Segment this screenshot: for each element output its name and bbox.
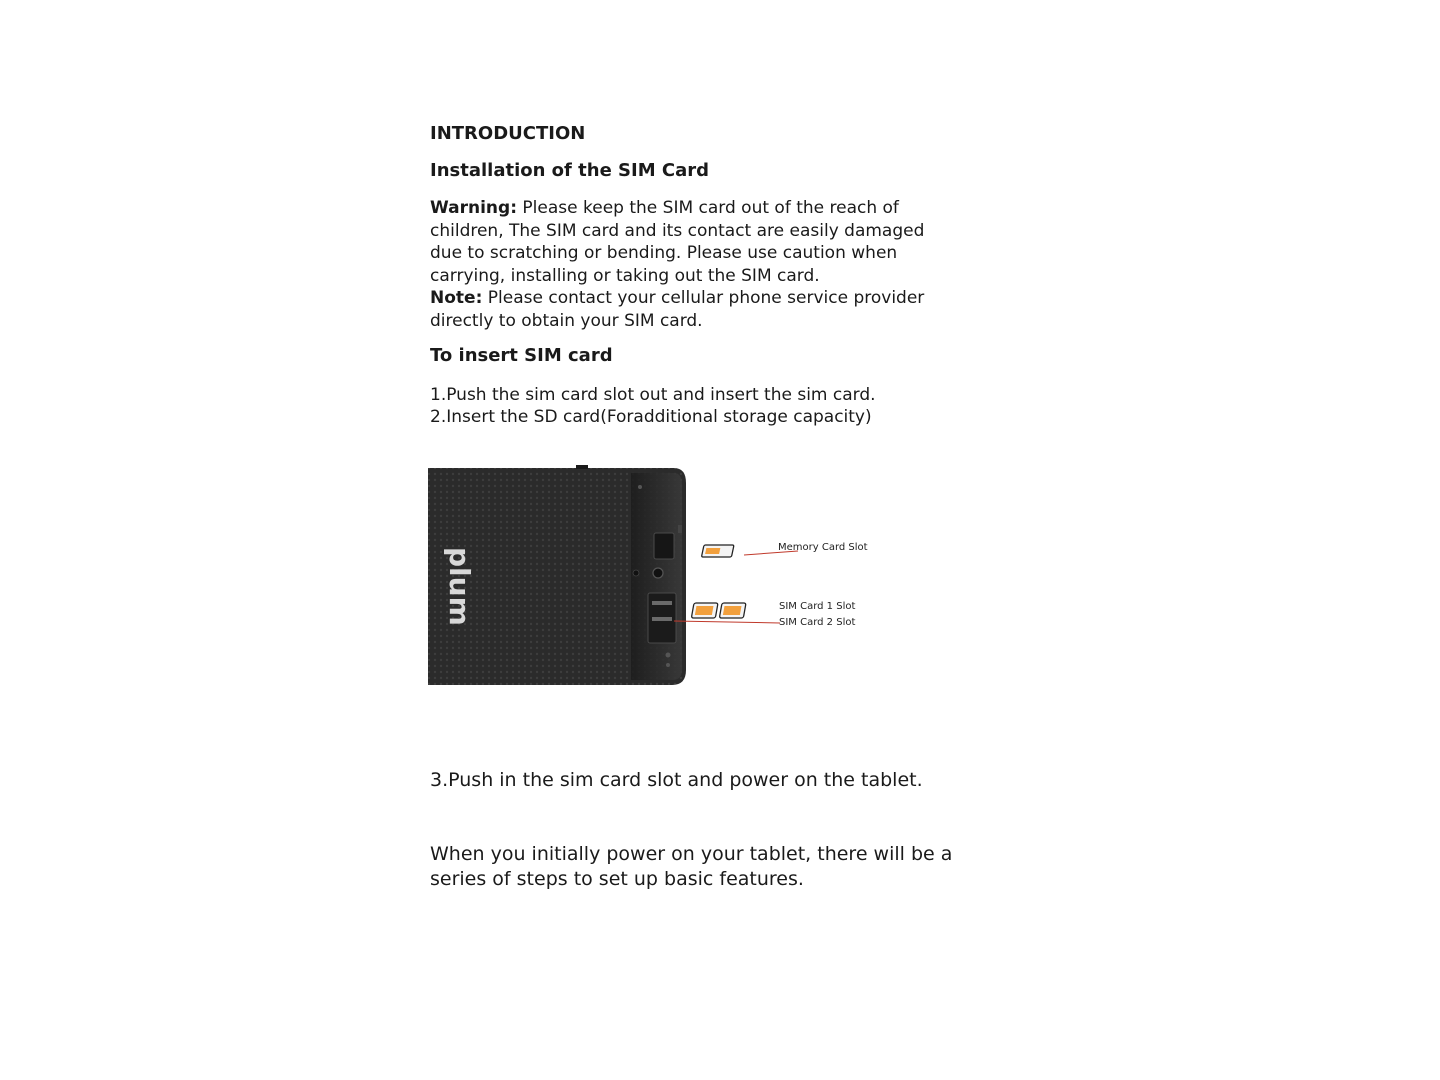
warning-line-4: carrying, installing or taking out the SIM card.	[430, 265, 820, 286]
warning-line-2: children, The SIM card and its contact are easily damaged	[430, 220, 925, 241]
sim-card-1-slot-label: SIM Card 1 Slot	[779, 601, 856, 612]
note-paragraph	[430, 287, 978, 332]
sim-slot-diagram	[426, 465, 896, 690]
warning-line-3: due to scratching or bending. Please use caution when	[430, 243, 898, 263]
tf-card-icon	[701, 545, 734, 557]
step-2: 2.Insert the SD card(Foradditional storage capacity)	[430, 407, 872, 427]
section-title: INTRODUCTION	[430, 123, 586, 144]
note-line-1-text: Please contact your cellular phone service provider	[487, 288, 925, 308]
subsection-title: Installation of the SIM Card	[430, 160, 709, 181]
memory-card-slot-label: Memory Card Slot	[778, 542, 868, 553]
note-line-2: directly to obtain your SIM card.	[430, 310, 703, 331]
note-label: Note:	[430, 288, 483, 308]
closing-paragraph	[430, 842, 1008, 892]
plum-logo: plum	[443, 547, 476, 626]
memory-card-slot	[654, 533, 674, 559]
sim-card-2-slot-label: SIM Card 2 Slot	[779, 617, 856, 628]
camera-lens	[653, 568, 663, 578]
sim-card-leader	[674, 621, 780, 623]
sim2-card-icon	[719, 603, 746, 618]
tablet-back-illustration	[426, 465, 896, 690]
sim1-card-icon	[691, 603, 718, 618]
warning-line-1-text: Please keep the SIM card out of the reach of	[522, 198, 899, 218]
closing-line-1: When you initially power on your tablet, there will be a	[430, 843, 953, 865]
closing-line-2: series of steps to set up basic features.	[430, 868, 804, 890]
step-1: 1.Push the sim card slot out and insert the sim card.	[430, 385, 876, 405]
warning-label: Warning:	[430, 198, 518, 218]
step-3: 3.Push in the sim card slot and power on the tablet.	[430, 769, 923, 791]
warning-paragraph	[430, 197, 978, 287]
note-line-1	[430, 287, 978, 310]
warning-line-1	[430, 197, 978, 220]
insert-sim-heading: To insert SIM card	[430, 345, 613, 366]
